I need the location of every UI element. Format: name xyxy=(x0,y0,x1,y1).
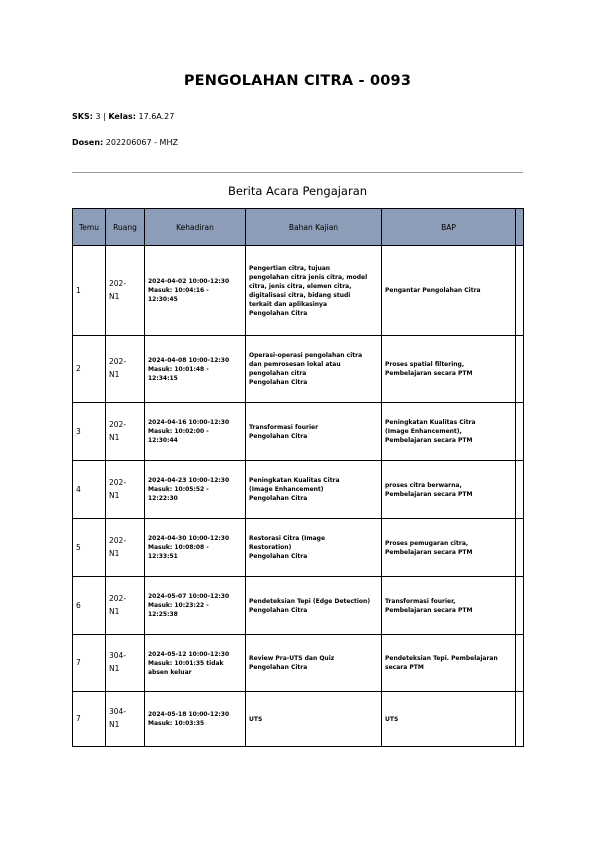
cell-bahan-kajian-line: citra, jenis citra, elemen citra, xyxy=(249,282,352,290)
cell-spacer xyxy=(516,635,524,692)
cell-bahan-kajian-line: Pengertian citra, tujuan xyxy=(249,264,331,272)
table-body xyxy=(73,246,524,747)
cell-kehadiran-line: Masuk: 10:08:08 - xyxy=(148,544,209,551)
cell-bap xyxy=(382,577,516,635)
cell-spacer xyxy=(516,692,524,747)
header-temu: Temu xyxy=(73,209,106,246)
table-row xyxy=(73,577,524,635)
cell-bahan-kajian-line: (Image Enhancement) xyxy=(249,486,324,493)
cell-bap-line: Pembelajaran secara PTM xyxy=(385,606,473,614)
cell-spacer xyxy=(516,403,524,461)
cell-ruang-line: N1 xyxy=(109,291,120,301)
cell-bahan-kajian-line: UTS xyxy=(249,715,263,723)
dosen-value: 202206067 - MHZ xyxy=(103,138,178,147)
cell-bap-line: Pembelajaran secara PTM xyxy=(385,437,473,444)
cell-bahan-kajian xyxy=(246,519,382,577)
document-title: PENGOLAHAN CITRA - 0093 xyxy=(183,73,412,89)
cell-ruang-line: N1 xyxy=(109,490,120,500)
table-row xyxy=(73,403,524,461)
cell-kehadiran xyxy=(145,635,246,692)
table-row xyxy=(73,692,524,747)
cell-bahan-kajian xyxy=(246,635,382,692)
cell-bap xyxy=(382,336,516,403)
cell-bahan-kajian-line: Pengolahan Citra xyxy=(249,606,308,614)
cell-bahan-kajian-line: Pengolahan Citra xyxy=(249,432,308,440)
cell-kehadiran-line: Masuk: 10:01:48 - xyxy=(148,365,209,373)
cell-bap-line: Transformasi fourier, xyxy=(385,597,456,605)
cell-kehadiran-line: 2024-04-23 10:00-12:30 xyxy=(148,477,230,484)
cell-bahan-kajian-line: Peningkatan Kualitas Citra xyxy=(249,477,340,484)
cell-kehadiran xyxy=(145,336,246,403)
cell-bahan-kajian xyxy=(246,403,382,461)
cell-bap xyxy=(382,635,516,692)
cell-ruang-line: N1 xyxy=(109,606,120,616)
divider xyxy=(72,172,523,173)
cell-ruang-line: 202- xyxy=(109,278,127,288)
cell-bap-line: proses citra berwarna, xyxy=(385,481,462,489)
cell-bahan-kajian-line: digitalisasi citra, bidang studi xyxy=(249,291,351,299)
cell-temu: 3 xyxy=(73,403,106,461)
cell-bap-line: UTS xyxy=(385,715,399,723)
cell-ruang-line: 202- xyxy=(109,419,127,429)
cell-bahan-kajian-line: terkait dan aplikasinya xyxy=(249,300,328,308)
cell-kehadiran-line: absen keluar xyxy=(148,668,192,676)
cell-bahan-kajian-line: Pengolahan Citra xyxy=(249,664,308,671)
cell-ruang-line: N1 xyxy=(109,432,120,442)
cell-ruang xyxy=(106,635,145,692)
cell-kehadiran-line: Masuk: 10:01:35 tidak xyxy=(148,659,224,667)
cell-kehadiran-line: 12:30:45 xyxy=(148,296,178,303)
cell-bap xyxy=(382,461,516,519)
table-row xyxy=(73,635,524,692)
cell-bap-line: Pembelajaran secara PTM xyxy=(385,370,473,377)
header-spacer xyxy=(516,209,524,246)
table-row xyxy=(73,519,524,577)
cell-kehadiran-line: 2024-05-12 10:00-12:30 xyxy=(148,650,230,658)
cell-bahan-kajian-line: pengolahan citra jenis citra, model xyxy=(249,273,368,281)
kelas-value: 17.6A.27 xyxy=(135,112,175,121)
cell-ruang-line: 202- xyxy=(109,593,127,603)
cell-bahan-kajian-line: Pengolahan Citra xyxy=(249,379,308,386)
cell-temu: 2 xyxy=(73,336,106,403)
cell-ruang xyxy=(106,519,145,577)
cell-bahan-kajian xyxy=(246,246,382,336)
cell-kehadiran-line: 2024-04-08 10:00-12:30 xyxy=(148,356,230,364)
dosen-label: Dosen: xyxy=(72,138,104,147)
cell-bap-line: Pendeteksian Tepi. Pembelajaran xyxy=(385,655,498,662)
cell-bahan-kajian-line: Restorasi Citra (Image xyxy=(249,535,326,542)
cell-kehadiran-line: Masuk: 10:04:16 - xyxy=(148,287,209,294)
cell-ruang xyxy=(106,246,145,336)
cell-bahan-kajian-line: Pengolahan Citra xyxy=(249,495,308,502)
cell-temu: 7 xyxy=(73,692,106,747)
cell-bap xyxy=(382,692,516,747)
cell-kehadiran xyxy=(145,519,246,577)
cell-kehadiran xyxy=(145,461,246,519)
cell-bahan-kajian-line: Review Pra-UTS dan Quiz xyxy=(249,655,335,662)
cell-bap xyxy=(382,246,516,336)
cell-bap xyxy=(382,519,516,577)
cell-kehadiran-line: 12:22:30 xyxy=(148,495,178,502)
cell-bahan-kajian xyxy=(246,577,382,635)
cell-kehadiran-line: 12:34:15 xyxy=(148,374,178,382)
table-row xyxy=(73,461,524,519)
cell-spacer xyxy=(516,246,524,336)
sks-value: 3 | xyxy=(95,112,109,121)
cell-ruang-line: 304- xyxy=(109,651,127,661)
cell-bahan-kajian-line: dan pemrosesan lokal atau xyxy=(249,361,341,368)
cell-kehadiran xyxy=(145,692,246,747)
cell-bahan-kajian-line: Pendeteksian Tepi (Edge Detection) xyxy=(249,597,371,605)
cell-spacer xyxy=(516,577,524,635)
cell-kehadiran xyxy=(145,403,246,461)
cell-bap-line: Peningkatan Kualitas Citra xyxy=(385,419,476,426)
cell-kehadiran-line: 2024-04-16 10:00-12:30 xyxy=(148,419,230,426)
cell-kehadiran-line: 12:33:51 xyxy=(148,553,178,560)
header-bahan-kajian: Bahan Kajian xyxy=(246,209,382,246)
cell-kehadiran-line: 2024-04-02 10:00-12:30 xyxy=(148,278,230,285)
header-bap: BAP xyxy=(382,209,516,246)
cell-kehadiran-line: 12:25:38 xyxy=(148,611,178,618)
cell-bahan-kajian-line: pengolahan citra xyxy=(249,370,307,377)
cell-temu: 5 xyxy=(73,519,106,577)
cell-kehadiran-line: 2024-05-18 10:00-12:30 xyxy=(148,711,230,718)
cell-bahan-kajian xyxy=(246,692,382,747)
cell-bahan-kajian-line: Pengolahan Citra xyxy=(249,309,308,317)
cell-temu: 1 xyxy=(73,246,106,336)
cell-kehadiran-line: Masuk: 10:02:00 - xyxy=(148,428,209,435)
header-ruang: Ruang xyxy=(106,209,145,246)
cell-ruang xyxy=(106,336,145,403)
cell-ruang-line: 304- xyxy=(109,707,127,717)
cell-bahan-kajian-line: Pengolahan Citra xyxy=(249,553,308,560)
cell-bahan-kajian-line: Transformasi fourier xyxy=(249,423,319,431)
cell-bahan-kajian-line: Operasi-operasi pengolahan citra xyxy=(249,352,363,359)
cell-bahan-kajian xyxy=(246,336,382,403)
cell-ruang-line: N1 xyxy=(109,548,120,558)
teaching-record-table xyxy=(72,208,524,747)
table-row xyxy=(73,246,524,336)
cell-ruang-line: N1 xyxy=(109,720,120,729)
lecturer-meta xyxy=(72,138,178,147)
course-meta xyxy=(72,112,174,121)
cell-bap-line: Pembelajaran secara PTM xyxy=(385,490,473,498)
cell-kehadiran-line: 2024-05-07 10:00-12:30 xyxy=(148,593,230,600)
cell-bap-line: (Image Enhancement), xyxy=(385,428,462,435)
kelas-label: Kelas: xyxy=(108,112,136,121)
cell-spacer xyxy=(516,519,524,577)
cell-bahan-kajian xyxy=(246,461,382,519)
section-title: Berita Acara Pengajaran xyxy=(227,184,368,198)
cell-ruang xyxy=(106,577,145,635)
cell-kehadiran-line: Masuk: 10:23:22 - xyxy=(148,602,209,609)
cell-temu: 4 xyxy=(73,461,106,519)
table-header-row xyxy=(73,209,524,246)
cell-spacer xyxy=(516,461,524,519)
cell-bap-line: Pembelajaran secara PTM xyxy=(385,548,473,556)
cell-ruang-line: 202- xyxy=(109,477,127,487)
cell-bap xyxy=(382,403,516,461)
cell-bap-line: secara PTM xyxy=(385,664,424,671)
cell-ruang-line: N1 xyxy=(109,664,120,673)
cell-bap-line: Pengantar Pengolahan Citra xyxy=(385,287,481,294)
cell-kehadiran-line: 12:30:44 xyxy=(148,437,178,444)
cell-kehadiran-line: Masuk: 10:05:52 - xyxy=(148,486,209,493)
cell-ruang-line: 202- xyxy=(109,357,127,367)
cell-ruang xyxy=(106,692,145,747)
cell-kehadiran-line: 2024-04-30 10:00-12:30 xyxy=(148,535,230,542)
cell-spacer xyxy=(516,336,524,403)
sks-label: SKS: xyxy=(72,112,93,121)
table-row xyxy=(73,336,524,403)
cell-ruang-line: N1 xyxy=(109,370,120,379)
cell-bap-line: Proses spatial filtering, xyxy=(385,361,465,368)
cell-temu: 7 xyxy=(73,635,106,692)
cell-kehadiran xyxy=(145,246,246,336)
cell-ruang-line: 202- xyxy=(109,535,127,545)
cell-temu: 6 xyxy=(73,577,106,635)
cell-kehadiran xyxy=(145,577,246,635)
cell-bahan-kajian-line: Restoration) xyxy=(249,544,292,551)
cell-ruang xyxy=(106,403,145,461)
cell-kehadiran-line: Masuk: 10:03:35 xyxy=(148,720,205,727)
cell-bap-line: Proses pemugaran citra, xyxy=(385,539,469,547)
header-kehadiran: Kehadiran xyxy=(145,209,246,246)
cell-ruang xyxy=(106,461,145,519)
